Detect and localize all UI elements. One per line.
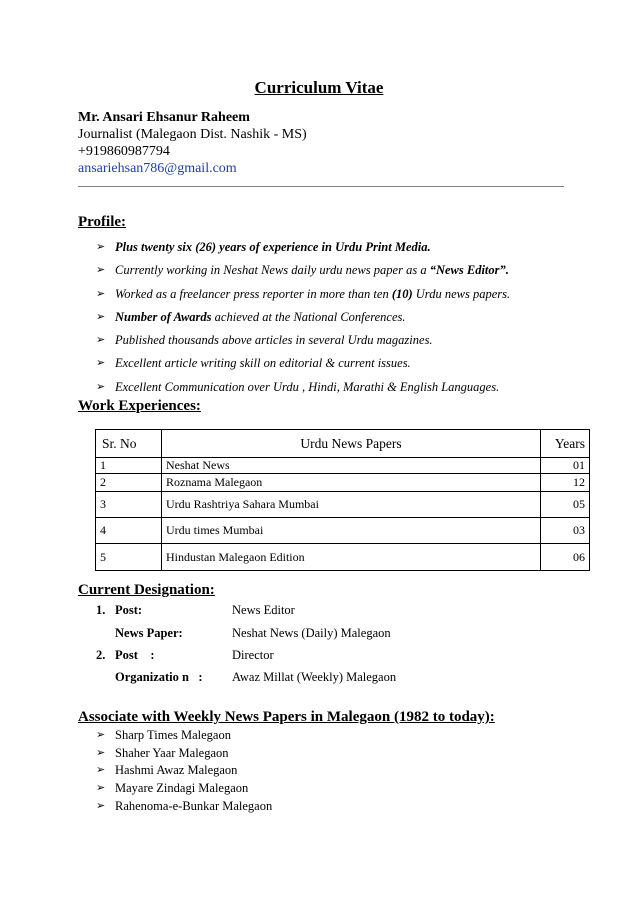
profile-list [96, 236, 510, 399]
arrow-bullet-icon: ➢ [96, 729, 106, 741]
list-item: ➢ Mayare Zindagi Malegaon [96, 780, 272, 798]
column-header-newspapers: Urdu News Papers [162, 430, 541, 458]
list-item: ➢ Rahenoma-e-Bunkar Malegaon [96, 798, 272, 816]
designation-value-organization: Awaz Millat (Weekly) Malegaon [232, 670, 397, 684]
cell-sr-no: 5 [96, 544, 162, 571]
work-heading: Work Experiences: [78, 398, 201, 414]
designation-value-newspaper: Neshat News (Daily) Malegaon [232, 626, 391, 640]
arrow-bullet-icon: ➢ [96, 746, 106, 759]
header-divider [78, 186, 564, 187]
arrow-bullet-icon: ➢ [96, 380, 106, 393]
profile-item: ➢ Currently working in Neshat News daily urdu news paper as a “News Editor”. [96, 259, 510, 282]
arrow-bullet-icon: ➢ [96, 799, 106, 812]
column-header-years: Years [541, 430, 590, 458]
entry-number: 1. [96, 603, 106, 617]
cell-years: 01 [541, 458, 590, 474]
profile-heading: Profile: [78, 214, 127, 230]
arrow-bullet-icon: ➢ [96, 264, 106, 277]
column-header-sr-no: Sr. No [96, 430, 162, 458]
cell-newspaper: Urdu times Mumbai [162, 518, 541, 544]
candidate-role: Journalist (Malegaon Dist. Nashik - MS) [78, 127, 307, 142]
arrow-bullet-icon: ➢ [96, 782, 106, 795]
entry-number: 2. [96, 648, 106, 662]
associate-heading: Associate with Weekly News Papers in Malegaon (1982 to today): [78, 709, 495, 725]
designation-heading: Current Designation: [78, 582, 215, 598]
designation-label-post: Post: [115, 603, 143, 617]
designation-label-organization: Organizatio n : [115, 670, 203, 684]
cell-sr-no: 3 [96, 492, 162, 518]
table-row [96, 474, 590, 492]
list-item: ➢ Hashmi Awaz Malegaon [96, 762, 272, 780]
cell-years: 06 [541, 544, 590, 571]
list-item: ➢ Shaher Yaar Malegaon [96, 745, 272, 763]
document-title: Curriculum Vitae [254, 78, 384, 97]
candidate-email[interactable]: ansariehsan786@gmail.com [78, 161, 237, 176]
cell-years: 05 [541, 492, 590, 518]
cell-newspaper: Neshat News [162, 458, 541, 474]
profile-item: ➢ Excellent Communication over Urdu , Hindi, Marathi & English Languages. [96, 376, 510, 399]
arrow-bullet-icon: ➢ [96, 764, 106, 777]
work-experience-table [95, 429, 590, 571]
cell-sr-no: 1 [96, 458, 162, 474]
table-row [96, 458, 590, 474]
table-row [96, 518, 590, 544]
arrow-bullet-icon: ➢ [96, 310, 106, 323]
table-row [96, 492, 590, 518]
cell-newspaper: Roznama Malegaon [162, 474, 541, 492]
arrow-bullet-icon: ➢ [96, 357, 106, 370]
cell-newspaper: Urdu Rashtriya Sahara Mumbai [162, 492, 541, 518]
cell-years: 03 [541, 518, 590, 544]
designation-label-newspaper: News Paper: [115, 626, 183, 640]
cell-sr-no: 2 [96, 474, 162, 492]
designation-value-post-2: Director [232, 648, 274, 662]
associate-list [96, 727, 272, 815]
arrow-bullet-icon: ➢ [96, 241, 106, 253]
candidate-phone: +919860987794 [78, 144, 170, 159]
arrow-bullet-icon: ➢ [96, 334, 106, 347]
profile-item: ➢ Published thousands above articles in several Urdu magazines. [96, 329, 510, 352]
list-item: ➢ Sharp Times Malegaon [96, 727, 272, 745]
profile-item: ➢ Worked as a freelancer press reporter in more than ten (10) Urdu news papers. [96, 283, 510, 306]
cell-years: 12 [541, 474, 590, 492]
profile-item: ➢ Plus twenty six (26) years of experience in Urdu Print Media. [96, 236, 510, 259]
profile-item: ➢ Excellent article writing skill on editorial & current issues. [96, 352, 510, 375]
table-row [96, 544, 590, 571]
profile-item: ➢ Number of Awards achieved at the National Conferences. [96, 306, 510, 329]
designation-value-post: News Editor [232, 603, 295, 617]
cell-sr-no: 4 [96, 518, 162, 544]
cell-newspaper: Hindustan Malegaon Edition [162, 544, 541, 571]
designation-label-post-2: Post : [115, 648, 155, 662]
candidate-name: Mr. Ansari Ehsanur Raheem [78, 110, 250, 125]
arrow-bullet-icon: ➢ [96, 287, 106, 300]
table-header-row [96, 430, 590, 458]
